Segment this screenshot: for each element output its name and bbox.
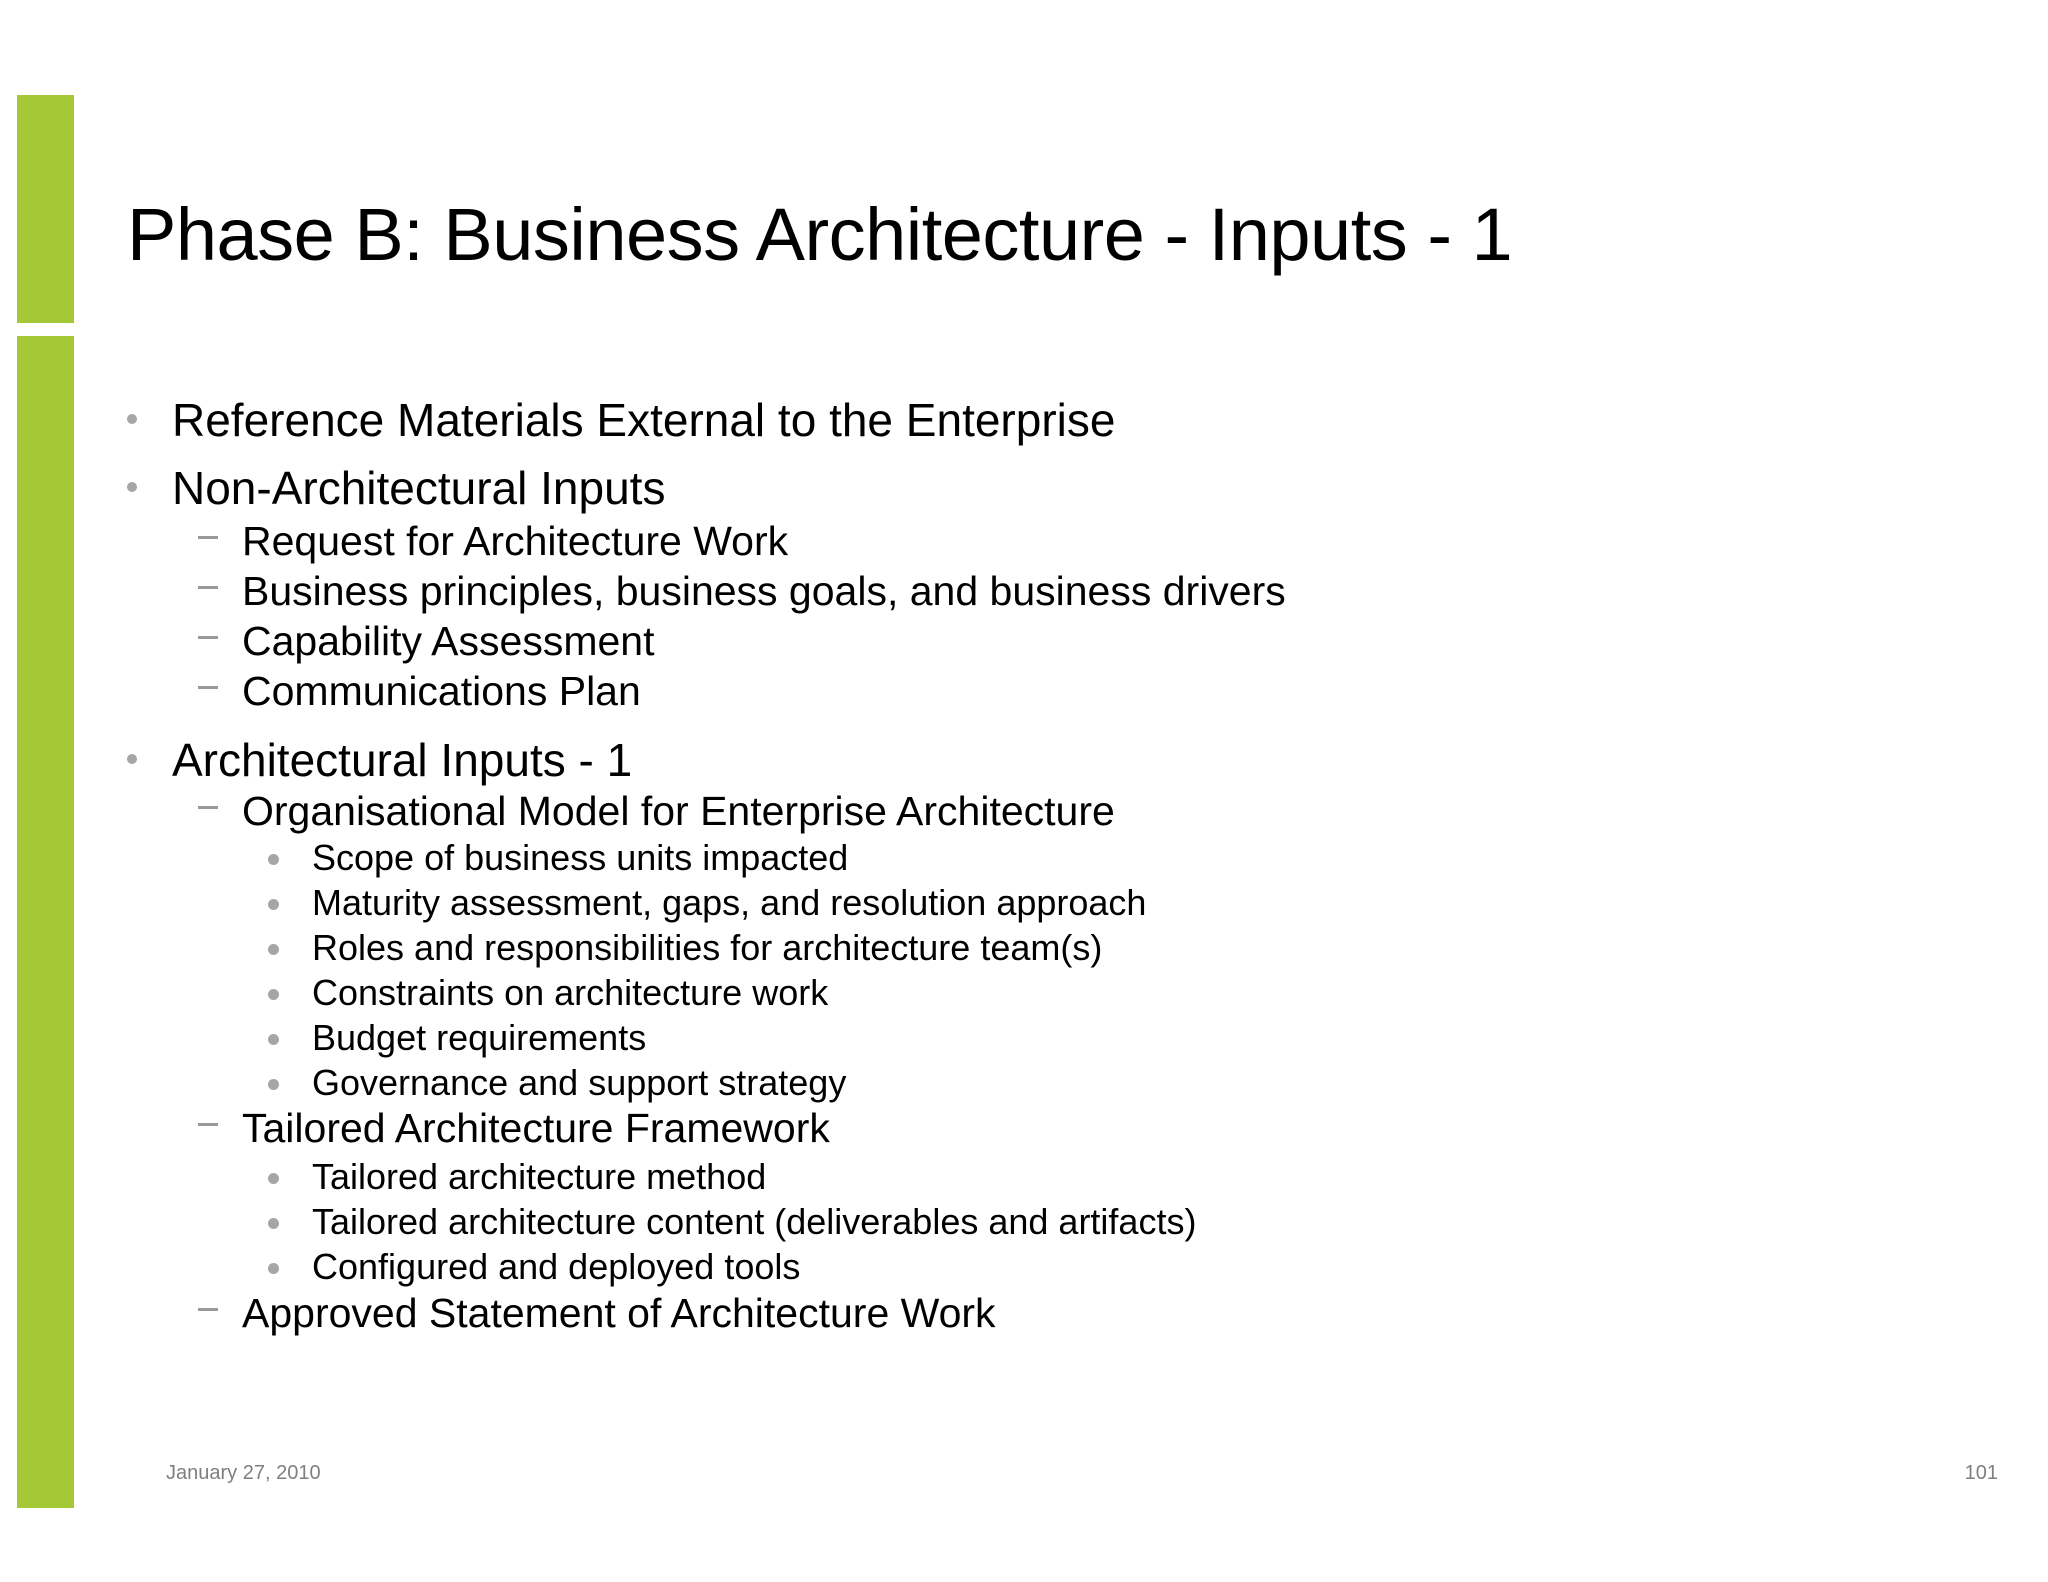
bullet-dot-icon bbox=[268, 1173, 279, 1184]
bullet-text: Non-Architectural Inputs bbox=[172, 462, 666, 514]
dash-icon bbox=[198, 1123, 218, 1126]
bullet-text: Tailored architecture method bbox=[312, 1156, 767, 1197]
bullet-dot-icon bbox=[127, 754, 137, 764]
bullet-dot-icon bbox=[268, 1034, 279, 1045]
dash-icon bbox=[198, 1308, 218, 1311]
bullet-dot-icon bbox=[127, 414, 137, 424]
bullet-dot-icon bbox=[268, 899, 279, 910]
dash-icon bbox=[198, 586, 218, 589]
bullet-text: Organisational Model for Enterprise Architecture bbox=[242, 788, 1115, 834]
bullet-dot-icon bbox=[268, 1263, 279, 1274]
dash-icon bbox=[198, 536, 218, 539]
bullet-text: Business principles, business goals, and business drivers bbox=[242, 568, 1286, 614]
bullet-dot-icon bbox=[268, 944, 279, 955]
bullet-dot-icon bbox=[268, 854, 279, 865]
bullet-text: Architectural Inputs - 1 bbox=[172, 734, 633, 786]
bullet-text: Capability Assessment bbox=[242, 618, 655, 664]
bullet-text: Request for Architecture Work bbox=[242, 518, 789, 564]
bullet-text: Budget requirements bbox=[312, 1017, 647, 1058]
bullet-text: Constraints on architecture work bbox=[312, 972, 829, 1013]
dash-icon bbox=[198, 636, 218, 639]
bullet-text: Scope of business units impacted bbox=[312, 837, 849, 878]
bullet-text: Maturity assessment, gaps, and resolution approach bbox=[312, 882, 1147, 923]
dash-icon bbox=[198, 686, 218, 689]
dash-icon bbox=[198, 806, 218, 809]
bullet-text: Tailored architecture content (deliverables and artifacts) bbox=[312, 1201, 1197, 1242]
bullet-text: Tailored Architecture Framework bbox=[242, 1105, 830, 1151]
bullet-text: Configured and deployed tools bbox=[312, 1246, 801, 1287]
bullet-dot-icon bbox=[127, 482, 137, 492]
bullet-text: Roles and responsibilities for architecture team(s) bbox=[312, 927, 1103, 968]
page-number: 101 bbox=[1964, 1462, 1998, 1484]
bullet-text: Governance and support strategy bbox=[312, 1062, 847, 1103]
bullet-text: Reference Materials External to the Enterprise bbox=[172, 394, 1116, 446]
bullet-dot-icon bbox=[268, 1079, 279, 1090]
bullet-dot-icon bbox=[268, 1218, 279, 1229]
slide-title: Phase B: Business Architecture - Inputs - 1 bbox=[127, 193, 1513, 276]
bullet-text: Communications Plan bbox=[242, 668, 641, 714]
bullet-text: Approved Statement of Architecture Work bbox=[242, 1290, 996, 1336]
footer-date: January 27, 2010 bbox=[166, 1462, 321, 1484]
bullet-dot-icon bbox=[268, 989, 279, 1000]
